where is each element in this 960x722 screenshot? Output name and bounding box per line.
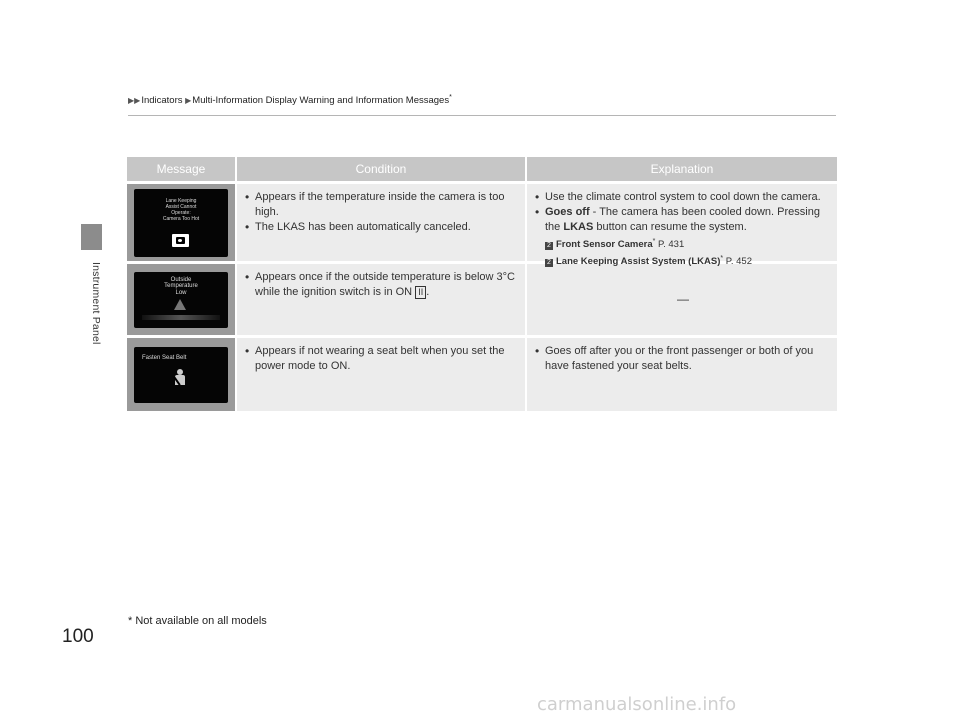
reference-arrow-icon: 2 [545, 242, 553, 250]
breadcrumb-current[interactable]: Multi-Information Display Warning and Information Messages [192, 95, 450, 107]
screen-line: Camera Too Hot [162, 215, 200, 222]
list-item: • Goes off - The camera has been cooled down. Pressing the LKAS button can resume the system. [535, 205, 820, 233]
road-warning-icon [174, 299, 186, 310]
message-cell [127, 184, 237, 261]
screen-title: Fasten Seat Belt [142, 354, 187, 361]
breadcrumb [128, 94, 452, 106]
list-item: • Use the climate control system to cool down the camera. [535, 190, 821, 204]
goes-off-label: Goes off [545, 206, 590, 218]
reference-link[interactable]: 2 Front Sensor Camera* P. 431 [535, 235, 831, 252]
camera-too-hot-screen [134, 189, 228, 257]
breadcrumb-star: * [449, 94, 452, 101]
screen-line: Outside [170, 276, 192, 283]
message-cell [127, 338, 237, 411]
screen-line: Lane Keeping [165, 197, 197, 204]
seat-belt-icon [174, 369, 186, 387]
screen-line: Operate: [171, 209, 191, 216]
header-explanation: Explanation [650, 162, 714, 176]
explanation-cell [527, 264, 837, 335]
screen-line: Assist Cannot [165, 203, 197, 210]
breadcrumb-arrow-icon: ▶ [185, 96, 192, 106]
condition-cell [237, 338, 527, 411]
reference-link[interactable]: 2 Lane Keeping Assist System (LKAS)* P. 452 [535, 252, 831, 269]
table-row [127, 264, 837, 335]
list-item: • Appears if the temperature inside the camera is too high. [245, 190, 505, 218]
footnote: * Not available on all models [128, 615, 267, 627]
header-condition: Condition [237, 157, 527, 181]
lkas-button-label: LKAS [563, 221, 594, 233]
section-tab-marker [81, 224, 102, 250]
list-item: • Appears if not wearing a seat belt when you set the power mode to ON. [245, 344, 505, 372]
screen-line: Low [175, 289, 187, 296]
reference-arrow-icon: 2 [545, 259, 553, 267]
screen-line: Temperature [164, 283, 198, 289]
table-header [127, 157, 837, 181]
breadcrumb-arrow-icon: ▶▶ [128, 96, 141, 106]
explanation-cell [527, 338, 837, 411]
condition-cell [237, 264, 527, 335]
outside-temp-low-screen [134, 272, 228, 328]
list-item: • Goes off after you or the front passenger or both of you have fastened your seat belts. [535, 344, 814, 372]
table-row [127, 338, 837, 411]
table-row [127, 184, 837, 268]
list-item: • Appears once if the outside temperature is below 3°C while the ignition switch is in ON II . [245, 270, 515, 298]
section-label: Instrument Panel [90, 262, 102, 345]
messages-table [127, 157, 837, 411]
condition-cell [237, 184, 527, 261]
breadcrumb-indicators[interactable]: Indicators [141, 95, 183, 107]
explanation-none: — [677, 292, 689, 306]
page-number: 100 [62, 626, 94, 647]
message-cell [127, 264, 237, 335]
header-message: Message [127, 157, 237, 181]
watermark: carmanualsonline.info [537, 694, 737, 715]
header-rule [128, 115, 836, 116]
fasten-seat-belt-screen [134, 347, 228, 403]
list-item: • The LKAS has been automatically canceled. [245, 220, 471, 234]
ignition-on-key: II [415, 286, 426, 299]
camera-warning-icon [172, 234, 189, 247]
explanation-cell [527, 184, 837, 268]
screen-glow-bar [142, 315, 220, 320]
